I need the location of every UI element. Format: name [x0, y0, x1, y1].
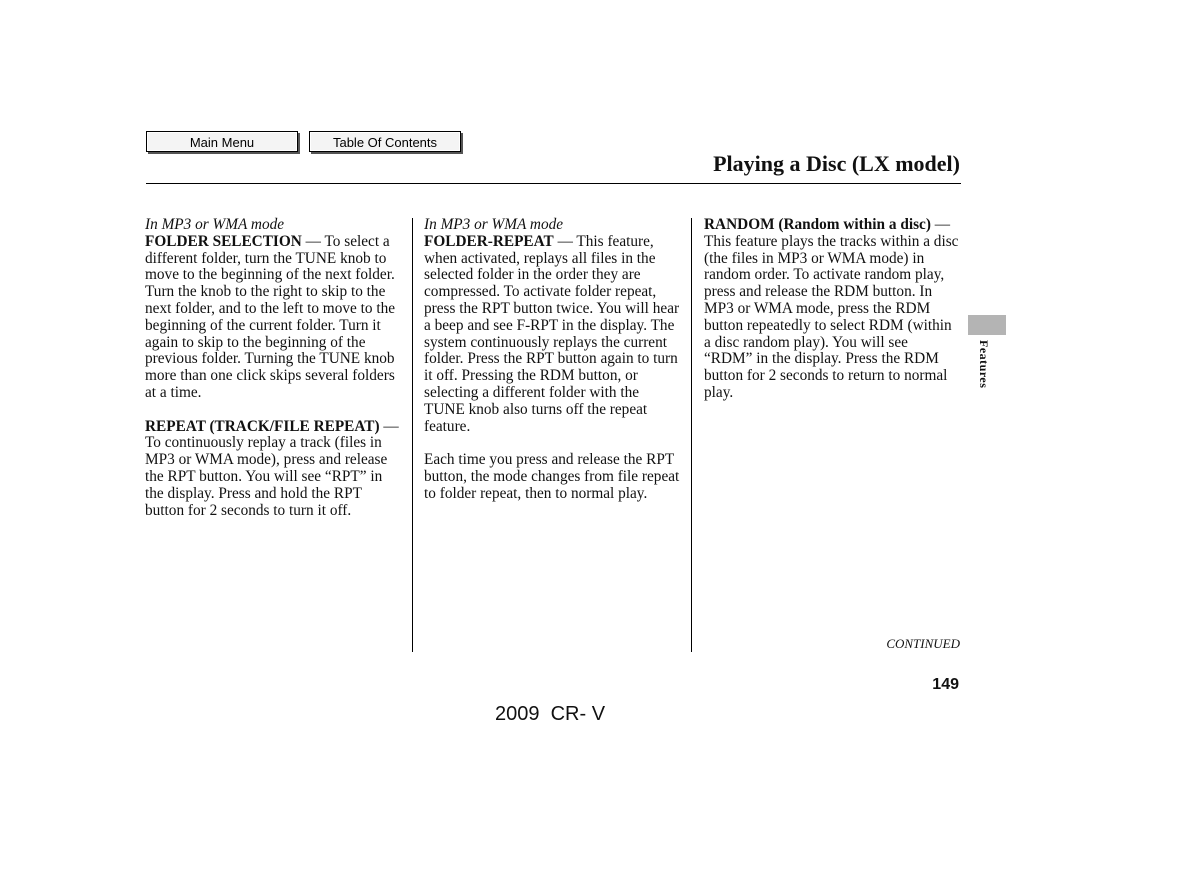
- folder-repeat-mode: In MP3 or WMA mode: [424, 216, 564, 233]
- header-rule: [146, 183, 961, 184]
- column-right: [704, 217, 960, 402]
- column-divider-1: [412, 218, 413, 652]
- folder-repeat-heading: FOLDER-REPEAT: [424, 232, 554, 250]
- repeat-heading: REPEAT (TRACK/FILE REPEAT): [145, 417, 380, 435]
- folder-repeat-paragraph-2: Each time you press and release the RPT button, the mode changes from file repeat to folder repeat, then to normal play.: [424, 451, 680, 502]
- table-of-contents-button[interactable]: Table Of Contents: [309, 131, 461, 152]
- random-paragraph: [704, 217, 960, 402]
- column-middle: [424, 217, 682, 503]
- repeat-paragraph: [145, 419, 403, 520]
- page-title: Playing a Disc (LX model): [713, 151, 960, 176]
- continued-note: CONTINUED: [886, 636, 960, 651]
- section-side-label: Features: [977, 340, 991, 389]
- page-number: 149: [932, 676, 959, 693]
- folder-selection-heading: FOLDER SELECTION: [145, 232, 302, 250]
- folder-selection-mode: In MP3 or WMA mode: [145, 216, 285, 233]
- folder-repeat-body: — This feature, when activated, replays all files in the selected folder in the order they are compressed. To activate folder repeat, press the RPT button twice. You will hear a beep and see F-RPT in the display. The system continuously replays the current folder. Press the RPT button again to turn it off. Pressing the RDM button, or selecting a different folder with the TUNE knob also turns off the repeat feature.: [424, 232, 680, 435]
- folder-repeat-paragraph: [424, 234, 682, 436]
- column-left: [145, 217, 403, 519]
- random-body: — This feature plays the tracks within a disc (the files in MP3 or WMA mode) in random order. To activate random play, press and release the RDM button. In MP3 or WMA mode, press the RDM button repeatedly to select RDM (within a disc random play). You will see “RDM” in the display. Press the RDM button for 2 seconds to return to normal play.: [704, 216, 959, 401]
- random-heading: RANDOM (Random within a disc): [704, 216, 931, 233]
- column-divider-2: [691, 218, 692, 652]
- repeat-body: — To continuously replay a track (files in MP3 or WMA mode), press and release the RPT button. You will see “RPT” in the display. Press and hold the RPT button for 2 seconds to turn it off.: [145, 417, 399, 519]
- model-footer: 2009 CR- V: [495, 703, 606, 725]
- main-menu-button[interactable]: Main Menu: [146, 131, 298, 152]
- folder-selection-paragraph: [145, 234, 403, 402]
- folder-selection-body: — To select a different folder, turn the TUNE knob to move to the beginning of the next folder. Turn the knob to the right to skip to the next folder, and to the left to move to the beginning of the current folder. Turn it again to skip to the beginning of the previous folder. Turning the TUNE knob more than one click skips several folders at a time.: [145, 232, 396, 401]
- section-tab-marker: [968, 315, 1006, 335]
